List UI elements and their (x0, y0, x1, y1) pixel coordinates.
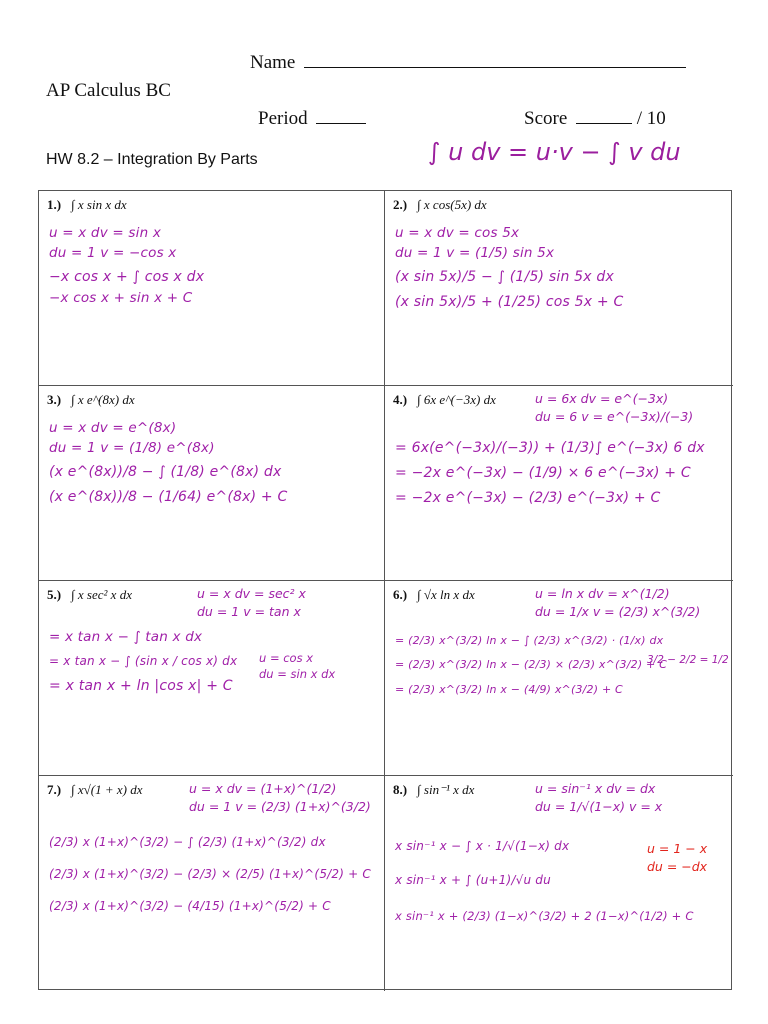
work-line: = (2/3) x^(3/2) ln x − (4/9) x^(3/2) + C (395, 683, 623, 696)
solution-work (395, 631, 727, 701)
work-line: (2/3) x (1+x)^(3/2) − (4/15) (1+x)^(5/2) + C (49, 899, 331, 913)
problem-cell-1 (39, 191, 385, 386)
work-line: = −2x e^(−3x) − (1/9) × 6 e^(−3x) + C (395, 465, 691, 481)
name-blank (304, 67, 686, 68)
work-line: (x sin 5x)/5 + (1/25) cos 5x + C (395, 294, 624, 310)
solution-work (49, 223, 378, 308)
work-line: = x tan x + ln |cos x| + C (49, 678, 233, 694)
work-line: = 6x(e^(−3x)/(−3)) + (1/3)∫ e^(−3x) 6 dx (395, 440, 705, 456)
period-label: Period (258, 108, 308, 129)
substitution-note: du = 1 v = tan x (197, 604, 301, 619)
problem-cell-2 (385, 191, 733, 386)
solution-work (395, 434, 727, 509)
work-line: x sin⁻¹ x + (2/3) (1−x)^(3/2) + 2 (1−x)^(1/2) + C (395, 909, 694, 923)
work-line: du = 1 v = −cos x (49, 245, 177, 261)
substitution-note: u = cos x (259, 651, 314, 665)
work-line: u = x dv = sin x (49, 225, 162, 241)
problem-statement: 2.) ∫ x cos(5x) dx (393, 197, 487, 212)
problem-cell-7 (39, 776, 385, 991)
substitution-note: u = ln x dv = x^(1/2) (535, 586, 670, 601)
problem-statement: 7.) ∫ x√(1 + x) dx (47, 782, 143, 797)
problem-cell-3 (39, 386, 385, 581)
solution-work (49, 828, 378, 917)
problem-statement: 8.) ∫ sin⁻¹ x dx (393, 782, 475, 797)
course-title: AP Calculus BC (46, 80, 171, 101)
work-line: −x cos x + sin x + C (49, 290, 193, 306)
work-line: (2/3) x (1+x)^(3/2) − ∫ (2/3) (1+x)^(3/2) dx (49, 835, 326, 849)
problem-cell-5 (39, 581, 385, 776)
substitution-note: u = 1 − x (647, 841, 708, 856)
problem-cell-6 (385, 581, 733, 776)
work-line: x sin⁻¹ x + ∫ (u+1)/√u du (395, 873, 551, 887)
substitution-note: u = x dv = (1+x)^(1/2) (189, 781, 337, 796)
score-label: Score (524, 108, 568, 129)
period-blank (316, 123, 366, 124)
period-field (258, 108, 366, 130)
work-line: = x tan x − ∫ tan x dx (49, 629, 203, 645)
substitution-note: u = sin⁻¹ x dv = dx (535, 781, 656, 796)
work-line: u = x dv = cos 5x (395, 225, 520, 241)
problem-statement: 1.) ∫ x sin x dx (47, 197, 127, 212)
substitution-note: u = x dv = sec² x (197, 586, 306, 601)
problem-cell-8 (385, 776, 733, 991)
work-line: x sin⁻¹ x − ∫ x · 1/√(1−x) dx (395, 839, 570, 853)
score-blank (576, 123, 632, 124)
name-field (250, 52, 686, 74)
substitution-note: u = 6x dv = e^(−3x) (535, 391, 669, 406)
problem-cell-4 (385, 386, 733, 581)
work-line: du = 1 v = (1/5) sin 5x (395, 245, 555, 261)
problem-statement: 4.) ∫ 6x e^(−3x) dx (393, 392, 496, 407)
work-line: u = x dv = e^(8x) (49, 420, 177, 436)
problem-grid (38, 190, 732, 990)
work-line: = (2/3) x^(3/2) ln x − ∫ (2/3) x^(3/2) · (1/x) dx (395, 634, 664, 647)
work-line: (x e^(8x))/8 − ∫ (1/8) e^(8x) dx (49, 464, 282, 480)
solution-work (49, 418, 378, 508)
work-line: = x tan x − ∫ (sin x / cos x) dx (49, 654, 238, 668)
work-line: du = 1 v = (1/8) e^(8x) (49, 440, 215, 456)
substitution-note: du = sin x dx (259, 667, 336, 681)
solution-work (395, 223, 727, 313)
substitution-note: 3/2 − 2/2 = 1/2 (647, 654, 729, 666)
score-total: / 10 (636, 108, 666, 129)
substitution-note: du = 6 v = e^(−3x)/(−3) (535, 409, 694, 424)
substitution-note: du = 1/√(1−x) v = x (535, 799, 663, 814)
assignment-title: HW 8.2 – Integration By Parts (46, 151, 258, 168)
problem-statement: 3.) ∫ x e^(8x) dx (47, 392, 135, 407)
problem-statement: 5.) ∫ x sec² x dx (47, 587, 132, 602)
solution-work (49, 627, 378, 697)
work-line: −x cos x + ∫ cos x dx (49, 269, 205, 285)
work-line: = (2/3) x^(3/2) ln x − (2/3) × (2/3) x^(3/2) + C (395, 658, 668, 671)
problem-statement: 6.) ∫ √x ln x dx (393, 587, 475, 602)
work-line: (2/3) x (1+x)^(3/2) − (2/3) × (2/5) (1+x)^(5/2) + C (49, 867, 371, 881)
work-line: = −2x e^(−3x) − (2/3) e^(−3x) + C (395, 490, 661, 506)
work-line: (x sin 5x)/5 − ∫ (1/5) sin 5x dx (395, 269, 614, 285)
name-label: Name (250, 52, 296, 73)
substitution-note: du = 1/x v = (2/3) x^(3/2) (535, 604, 701, 619)
parts-formula: ∫ u dv = u·v − ∫ v du (428, 138, 681, 166)
score-field (524, 108, 666, 130)
work-line: (x e^(8x))/8 − (1/64) e^(8x) + C (49, 489, 288, 505)
substitution-note: du = −dx (647, 859, 708, 874)
substitution-note: du = 1 v = (2/3) (1+x)^(3/2) (189, 799, 371, 814)
solution-work (395, 832, 727, 927)
